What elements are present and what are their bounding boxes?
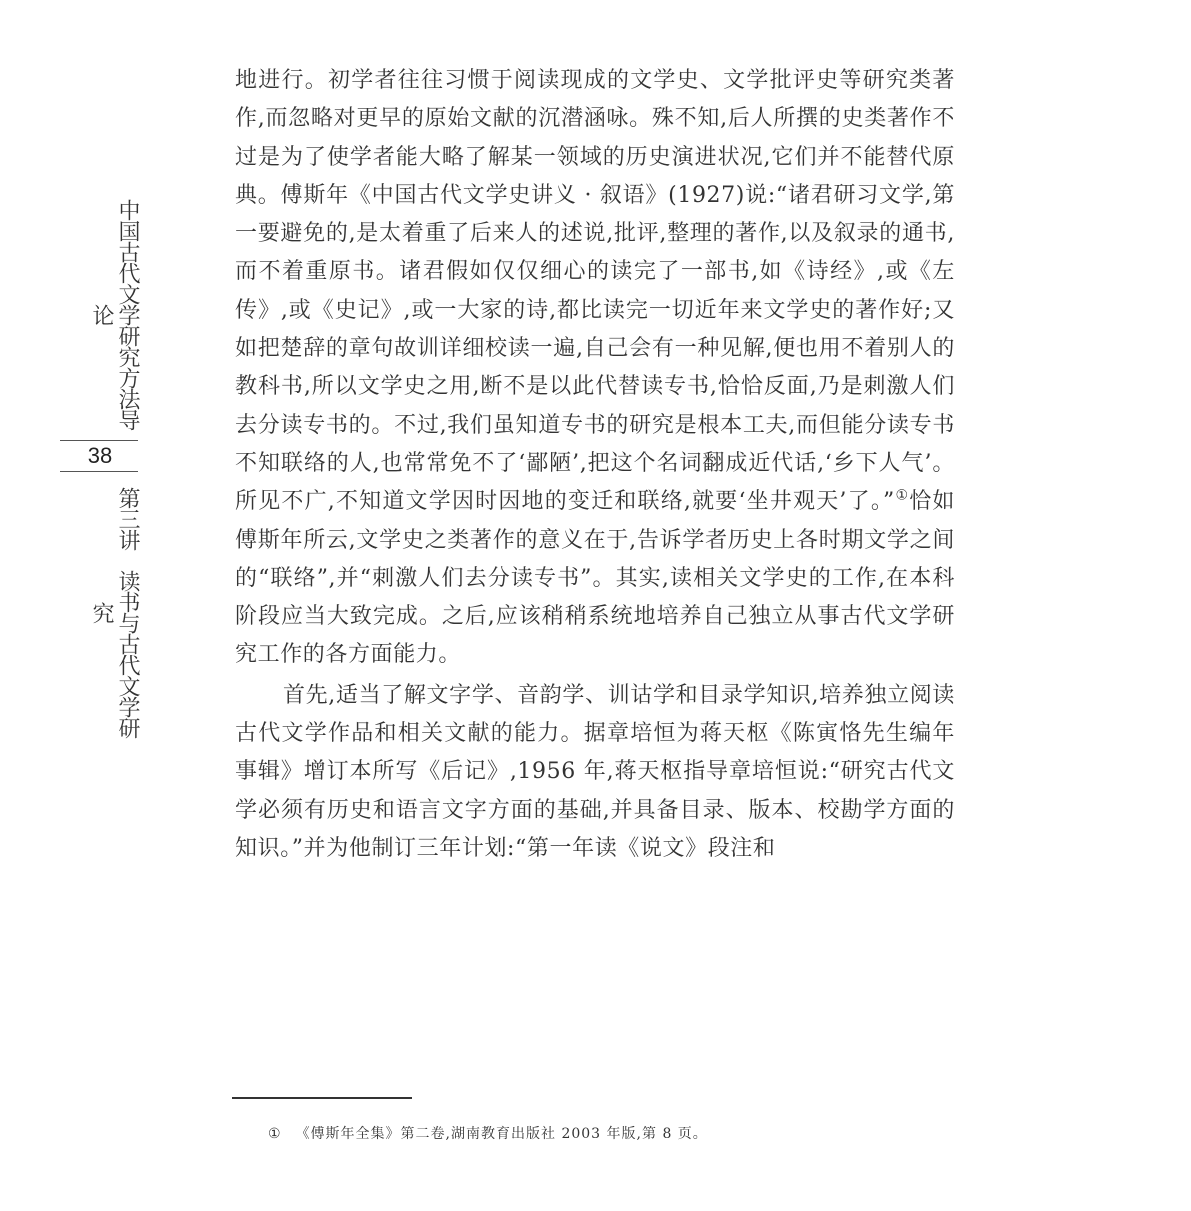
chapter-title: 读书与古代文学研究 <box>89 569 140 738</box>
footnote <box>268 1124 948 1144</box>
chapter-heading <box>60 482 140 742</box>
body-text <box>235 62 955 868</box>
page-number-rule-top <box>60 440 138 441</box>
paragraph-text: 恰如傅斯年所云,文学史之类著作的意义在于,告诉学者历史上各时期文学之间的“联络”,并“刺激人们去分读专书”。其实,读相关文学史的工作,在本科阶段应当大致完成。之后,应该稍稍系统地培养自己独立从事古代文学研究工作的各方面能力。 <box>235 489 955 668</box>
running-header-sidebar <box>60 190 140 742</box>
chapter-number: 第三讲 <box>115 486 140 550</box>
paragraph <box>235 62 955 675</box>
footnote-text: 《傅斯年全集》第二卷,湖南教育出版社 2003 年版,第 8 页。 <box>295 1126 708 1142</box>
footnote-reference[interactable]: ① <box>894 487 910 504</box>
page-number-rule-bottom <box>60 471 138 472</box>
paragraph: 首先,适当了解文字学、音韵学、训诂学和目录学知识,培养独立阅读古代文学作品和相关文献的能力。据章培恒为蒋天枢《陈寅恪先生编年事辑》增订本所写《后记》,1956 年,蒋天枢指导章培恒说:“研究古代文学必须有历史和语言文字方面的基础,并具备目录、版本、校勘学方面的知识。”并为他制订三年计划:“第一年读《说文》段注和 <box>235 682 955 861</box>
book-title: 中国古代文学研究方法导论 <box>89 198 140 430</box>
footnote-separator <box>232 1097 412 1099</box>
footnote-number: ① <box>268 1126 282 1142</box>
page-number: 38 <box>87 443 113 468</box>
paragraph-text: 地进行。初学者往往习惯于阅读现成的文学史、文学批评史等研究类著作,而忽略对更早的原始文献的沉潜涵咏。殊不知,后人所撰的史类著作不过是为了使学者能大略了解某一领域的历史演进状况,它们并不能替代原典。傅斯年《中国古代文学史讲义 · 叙语》(1927)说:“诸君研习文学,第一要避免的,是太着重了后来人的述说,批评,整理的著作,以及叙录的通书,而不着重原书。诸君假如仅仅细心的读完了一部书,如《诗经》,或《左传》,或《史记》,或一大家的诗,都比读完一切近年来文学史的著作好;又如把楚辞的章句故训详细校读一遍,自己会有一种见解,便也用不着别人的教科书,所以文学史之用,断不是以此代替读专书,恰恰反面,乃是刺激人们去分读专书的。不过,我们虽知道专书的研究是根本工夫,而但能分读专书不知联络的人,也常常免不了‘鄙陋’,把这个名词翻成近代话,‘乡下人气’。所见不广,不知道文学因时因地的变迁和联络,就要‘坐井观天’了。” <box>235 68 955 515</box>
